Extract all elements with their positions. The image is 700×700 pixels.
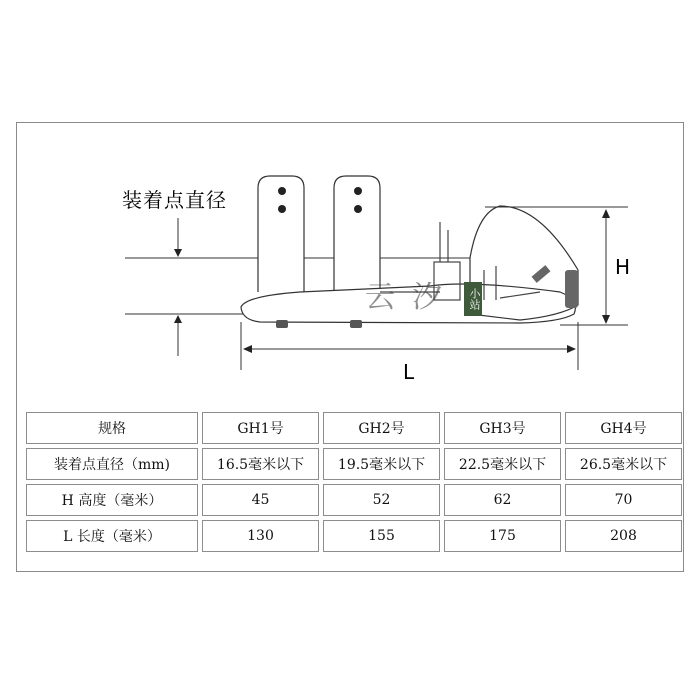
table-cell: 62 — [444, 484, 561, 516]
header-cell: GH2号 — [323, 412, 440, 444]
table-row — [26, 448, 682, 480]
row-label-cell: 装着点直径（mm) — [26, 448, 198, 480]
table-row — [26, 484, 682, 516]
arrowhead-l-left — [243, 345, 252, 353]
row-label-cell: H 高度（毫米） — [26, 484, 198, 516]
header-cell: GH1号 — [202, 412, 319, 444]
height-label: H — [615, 255, 631, 279]
header-cell: GH3号 — [444, 412, 561, 444]
header-cell: GH4号 — [565, 412, 682, 444]
arrowhead-h-top — [602, 209, 610, 218]
table-cell: 16.5毫米以下 — [202, 448, 319, 480]
diameter-label: 装着点直径 — [122, 188, 227, 212]
mounting-clips — [258, 176, 380, 292]
end-cap — [565, 270, 578, 308]
foot-right — [350, 320, 362, 328]
screw-icon — [278, 187, 286, 195]
spec-table — [22, 408, 686, 556]
table-cell: 70 — [565, 484, 682, 516]
arrowhead-up — [174, 315, 182, 323]
table-cell: 175 — [444, 520, 561, 552]
arrowhead-h-bottom — [602, 315, 610, 324]
lever — [532, 265, 551, 283]
arrowhead-l-right — [567, 345, 576, 353]
table-cell: 208 — [565, 520, 682, 552]
row-label-cell: L 长度（毫米） — [26, 520, 198, 552]
table-cell: 45 — [202, 484, 319, 516]
header-cell: 规格 — [26, 412, 198, 444]
table-row — [26, 520, 682, 552]
length-label: L — [403, 360, 415, 384]
watermark-badge: 小站 — [464, 282, 482, 316]
table-cell: 52 — [323, 484, 440, 516]
table-cell: 22.5毫米以下 — [444, 448, 561, 480]
screw-icon — [354, 187, 362, 195]
watermark-char: 云 — [365, 280, 395, 315]
foot-left — [276, 320, 288, 328]
table-cell: 19.5毫米以下 — [323, 448, 440, 480]
table-cell: 130 — [202, 520, 319, 552]
screw-icon — [278, 205, 286, 213]
table-cell: 26.5毫米以下 — [565, 448, 682, 480]
screw-icon — [354, 205, 362, 213]
arrowhead-down — [174, 249, 182, 257]
table-cell: 155 — [323, 520, 440, 552]
watermark-char: 汐 — [412, 280, 442, 315]
table-header-row — [26, 412, 682, 444]
